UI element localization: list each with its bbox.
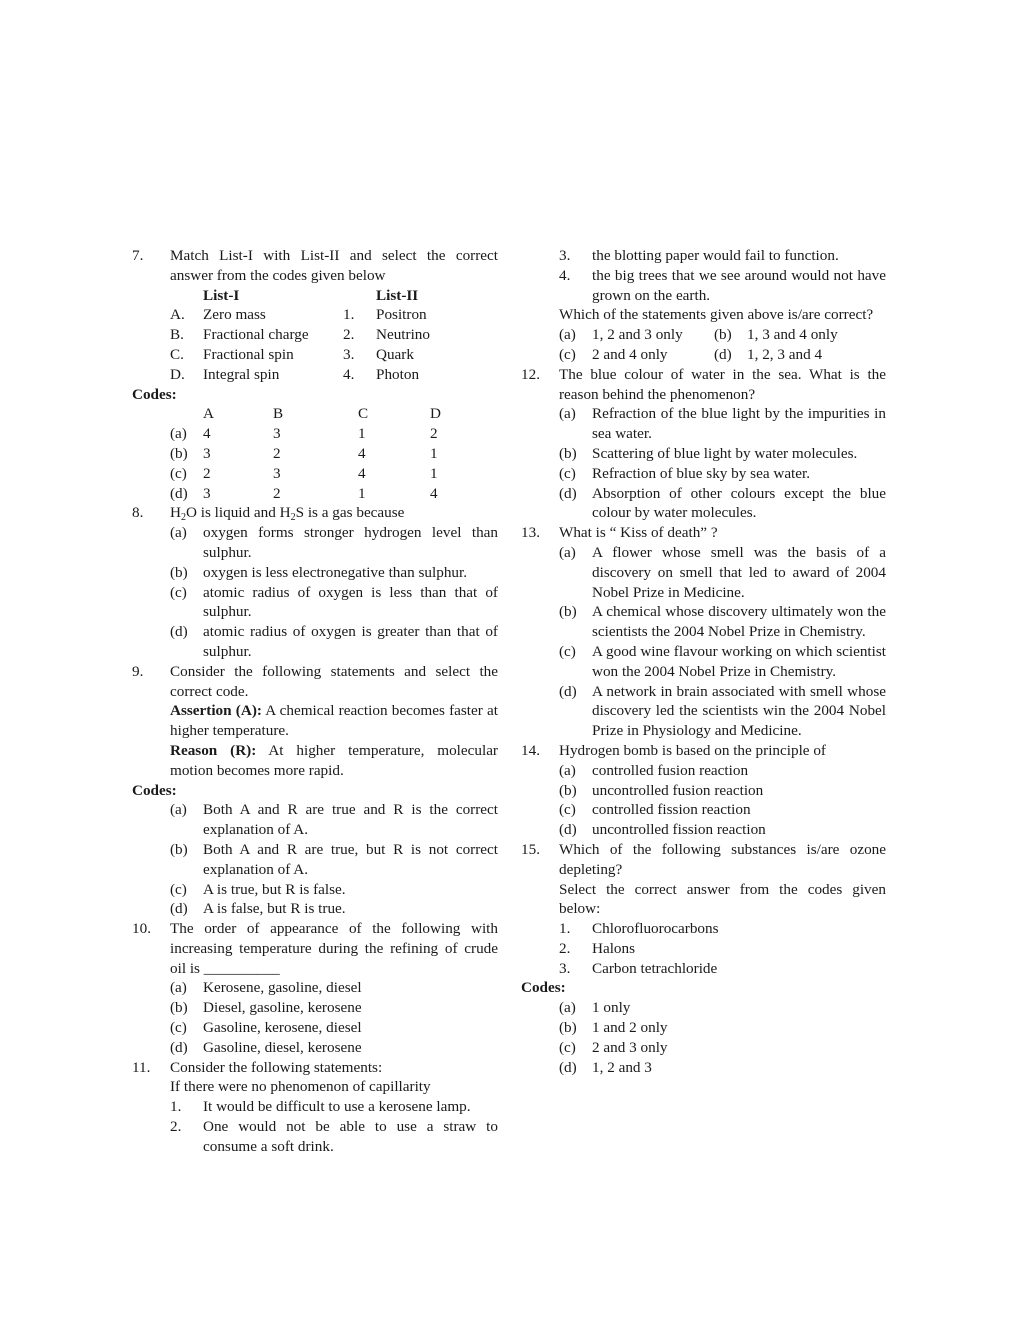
statement-text: the blotting paper would fail to function. <box>592 247 839 264</box>
assertion-label: Assertion (A): <box>170 702 262 720</box>
row-list-1: Fractional charge <box>203 326 309 344</box>
option-label: (b) <box>559 781 577 799</box>
option-label: (c) <box>170 464 187 482</box>
option <box>714 325 838 345</box>
question-number: 7. <box>132 247 144 264</box>
row-list-2: Positron <box>376 306 427 324</box>
question-number: 8. <box>132 504 144 522</box>
codes-row <box>170 424 498 444</box>
statement-number: 4. <box>559 266 571 284</box>
match-table <box>170 286 498 385</box>
reason-text: At higher temperature, molecular motion becomes more rapid. <box>170 741 498 779</box>
option-label: (a) <box>559 761 576 779</box>
question-number: 13. <box>521 524 540 542</box>
option-pair <box>559 345 886 365</box>
code-d: 2 <box>430 425 438 443</box>
row-list-1: Zero mass <box>203 306 266 324</box>
statement-text: Chlorofluorocarbons <box>592 920 719 938</box>
question-number: 12. <box>521 365 540 383</box>
code-b: 3 <box>273 425 281 443</box>
option-label: (a) <box>170 801 187 819</box>
codes-row <box>170 484 498 504</box>
question-number: 11. <box>132 1058 151 1076</box>
option-label: (a) <box>559 543 576 561</box>
row-key: B. <box>170 326 184 344</box>
statement <box>170 1097 498 1117</box>
option <box>170 840 498 880</box>
option-label: (c) <box>559 801 576 819</box>
option <box>559 820 886 840</box>
option-text: Kerosene, gasoline, diesel <box>203 979 362 997</box>
match-row <box>170 365 498 385</box>
option-text: 2 and 3 only <box>592 1038 668 1056</box>
reason <box>170 741 498 781</box>
option-text: A flower whose smell was the basis of a discovery on smell that led to award of 2004 Nobel Prize in Medicine. <box>592 543 886 601</box>
row-key: A. <box>170 306 185 324</box>
question-11-continued <box>521 246 886 365</box>
question-text: Consider the following statements and select the correct code. <box>170 662 498 700</box>
question-prompt: Which of the statements given above is/are correct? <box>559 306 874 324</box>
question-number: 15. <box>521 840 540 858</box>
option-text: A is true, but R is false. <box>203 880 346 898</box>
option-label: (c) <box>559 1038 576 1056</box>
codes-row <box>170 464 498 484</box>
statement <box>559 266 886 306</box>
code-c: 4 <box>358 444 366 462</box>
statement-number: 1. <box>559 920 571 938</box>
option-label: (b) <box>170 444 188 462</box>
question-text <box>170 504 405 524</box>
question-10 <box>132 919 498 1058</box>
option <box>170 978 498 998</box>
question-text: The order of appearance of the following with increasing temperature during the refining of crude oil is __________ <box>170 920 498 977</box>
statement-number: 3. <box>559 247 571 264</box>
statement <box>559 919 886 939</box>
option-label: (a) <box>170 524 187 542</box>
option-text: controlled fusion reaction <box>592 761 749 779</box>
option <box>714 345 822 365</box>
text-part: O is liquid and H <box>185 504 291 522</box>
option-label: (b) <box>714 326 732 344</box>
codes-label: Codes: <box>132 385 177 403</box>
match-row <box>170 345 498 365</box>
option-label: (d) <box>559 682 577 700</box>
row-key: C. <box>170 345 184 363</box>
option-text: A chemical whose discovery ultimately won the scientists the 2004 Nobel Prize in Chemistry. <box>592 603 886 641</box>
option-text: 1, 3 and 4 only <box>747 326 838 344</box>
row-list-1: Integral spin <box>203 365 280 383</box>
row-list-2: Photon <box>376 365 420 383</box>
question-7 <box>132 246 498 286</box>
right-column <box>521 246 886 1077</box>
question-number: 9. <box>132 662 144 680</box>
option <box>170 998 498 1018</box>
code-c: 4 <box>358 464 366 482</box>
option <box>559 1038 886 1058</box>
option-text: Both A and R are true and R is the correct explanation of A. <box>203 801 498 839</box>
option-text: 1, 2 and 3 <box>592 1058 652 1076</box>
option-label: (d) <box>559 821 577 839</box>
option-text: A network in brain associated with smell whose discovery led the scientists win the 2004 Nobel Prize in Physiology and Medicine. <box>592 682 886 740</box>
statement-text: One would not be able to use a straw to consume a soft drink. <box>203 1118 498 1155</box>
row-num: 4. <box>343 365 355 383</box>
option-text: 1 only <box>592 999 631 1017</box>
option <box>559 404 886 444</box>
statement-text: It would be difficult to use a kerosene lamp. <box>203 1098 471 1116</box>
option <box>170 1018 498 1038</box>
question-text: The blue colour of water in the sea. What is the reason behind the phenomenon? <box>559 365 886 403</box>
option-label: (d) <box>714 345 732 363</box>
option-label: (d) <box>559 1058 577 1076</box>
option <box>559 761 886 781</box>
option-text: Both A and R are true, but R is not correct explanation of A. <box>203 840 498 878</box>
option <box>170 563 498 583</box>
code-c: 1 <box>358 484 366 502</box>
option-label: (b) <box>559 603 577 621</box>
option <box>559 642 886 682</box>
option-label: (d) <box>170 484 188 502</box>
option <box>559 325 714 345</box>
options-list <box>559 998 886 1077</box>
option <box>170 899 498 919</box>
code-b: 2 <box>273 444 281 462</box>
match-row <box>170 305 498 325</box>
question-text: Match List-I with List-II and select the correct answer from the codes given below <box>170 247 498 284</box>
option-label: (b) <box>170 840 188 858</box>
option-text: controlled fission reaction <box>592 801 751 819</box>
option-text: uncontrolled fusion reaction <box>592 781 764 799</box>
option <box>559 781 886 801</box>
option-label: (d) <box>170 900 188 918</box>
options-list <box>170 800 498 919</box>
code-a: 4 <box>203 425 211 443</box>
codes-label: Codes: <box>521 979 566 997</box>
row-list-1: Fractional spin <box>203 345 294 363</box>
question-text: Consider the following statements: <box>170 1058 383 1076</box>
option <box>170 583 498 623</box>
option-text: Gasoline, diesel, kerosene <box>203 1038 362 1056</box>
statement-number: 2. <box>170 1118 182 1136</box>
option <box>559 682 886 741</box>
option-label: (d) <box>170 1038 188 1056</box>
option-label: (a) <box>170 425 187 443</box>
option-text: Gasoline, kerosene, diesel <box>203 1019 362 1037</box>
statement-text: Carbon tetrachloride <box>592 959 718 977</box>
code-b: 3 <box>273 464 281 482</box>
option-text: Diesel, gasoline, kerosene <box>203 999 362 1017</box>
left-column <box>132 246 498 1157</box>
option-label: (b) <box>559 1019 577 1037</box>
row-list-2: Neutrino <box>376 326 430 344</box>
option-text: Refraction of the blue light by the impurities in sea water. <box>592 405 886 443</box>
subscript: 2 <box>290 512 296 524</box>
option <box>559 602 886 642</box>
option-text: uncontrolled fission reaction <box>592 821 766 839</box>
option <box>170 800 498 840</box>
code-a: 3 <box>203 444 211 462</box>
question-text: Which of the following substances is/are ozone depleting? <box>559 840 886 878</box>
code-a: 3 <box>203 484 211 502</box>
assertion-text: A chemical reaction becomes faster at higher temperature. <box>170 702 498 740</box>
option-label: (d) <box>559 484 577 502</box>
option-text: Refraction of blue sky by sea water. <box>592 464 811 482</box>
codes-row <box>170 444 498 464</box>
option <box>170 880 498 900</box>
option-text: atomic radius of oxygen is less than that of sulphur. <box>203 583 498 621</box>
row-num: 2. <box>343 326 355 344</box>
question-text: Hydrogen bomb is based on the principle of <box>559 741 826 759</box>
statement-number: 2. <box>559 939 571 957</box>
statement-number: 1. <box>170 1098 182 1116</box>
text-part: H <box>170 504 181 522</box>
option <box>559 1058 886 1078</box>
option-label: (a) <box>559 326 576 344</box>
option-label: (b) <box>170 999 188 1017</box>
subscript: 2 <box>180 512 186 524</box>
col-c-head: C <box>358 405 369 423</box>
question-subtext: Select the correct answer from the codes given below: <box>559 880 886 918</box>
statement <box>559 246 886 266</box>
option-label: (c) <box>170 880 187 898</box>
option <box>170 622 498 662</box>
option <box>559 444 886 464</box>
code-a: 2 <box>203 464 211 482</box>
reason-label: Reason (R): <box>170 741 257 759</box>
option <box>170 523 498 563</box>
option-pair <box>559 325 886 345</box>
row-num: 1. <box>343 306 355 324</box>
option-label: (a) <box>559 405 576 423</box>
option-label: (a) <box>170 979 187 997</box>
code-d: 1 <box>430 444 438 462</box>
text-part: S is a gas because <box>295 504 405 522</box>
option <box>559 1018 886 1038</box>
question-number: 14. <box>521 741 540 759</box>
code-c: 1 <box>358 425 366 443</box>
statement <box>559 959 886 979</box>
list-1-heading: List-I <box>203 286 240 304</box>
option <box>559 464 886 484</box>
question-15 <box>521 840 886 979</box>
question-12 <box>521 365 886 523</box>
row-key: D. <box>170 365 185 383</box>
question-8 <box>132 503 498 661</box>
statement <box>559 939 886 959</box>
statement-text: Halons <box>592 939 636 957</box>
option-text: atomic radius of oxygen is greater than that of sulphur. <box>203 623 498 660</box>
option-label: (d) <box>170 623 188 641</box>
col-b-head: B <box>273 405 284 423</box>
code-d: 4 <box>430 484 438 502</box>
assertion <box>170 701 498 741</box>
option-label: (b) <box>170 563 188 581</box>
option-text: oxygen is less electronegative than sulphur. <box>203 563 468 581</box>
question-9 <box>132 662 498 781</box>
col-a-head: A <box>203 405 214 423</box>
option-label: (c) <box>559 345 576 363</box>
option-label: (b) <box>559 444 577 462</box>
option <box>559 345 714 365</box>
code-b: 2 <box>273 484 281 502</box>
option <box>559 484 886 524</box>
statement <box>170 1117 498 1157</box>
statement-number: 3. <box>559 959 571 977</box>
option <box>559 998 886 1018</box>
option-label: (a) <box>559 999 576 1017</box>
code-d: 1 <box>430 464 438 482</box>
option-label: (c) <box>170 1019 187 1037</box>
option-label: (c) <box>559 642 576 660</box>
codes-header <box>170 404 498 424</box>
row-num: 3. <box>343 345 355 363</box>
option <box>559 543 886 602</box>
option-text: 1, 2, 3 and 4 <box>747 345 823 363</box>
match-row <box>170 325 498 345</box>
question-number: 10. <box>132 920 151 938</box>
option <box>559 800 886 820</box>
option-label: (c) <box>559 464 576 482</box>
statement-text: the big trees that we see around would not have grown on the earth. <box>592 266 886 304</box>
question-13 <box>521 523 886 741</box>
option-text: 1 and 2 only <box>592 1019 668 1037</box>
option-text: A good wine flavour working on which scientist won the 2004 Nobel Prize in Chemistry. <box>592 642 886 680</box>
option-text: A is false, but R is true. <box>203 900 346 918</box>
codes-table <box>170 404 498 503</box>
question-subtext: If there were no phenomenon of capillarity <box>170 1078 431 1096</box>
option-text: Scattering of blue light by water molecules. <box>592 444 858 462</box>
option <box>170 1038 498 1058</box>
question-11 <box>132 1058 498 1157</box>
question-text: What is “ Kiss of death” ? <box>559 524 718 542</box>
option-text: 1, 2 and 3 only <box>592 326 683 344</box>
row-list-2: Quark <box>376 345 414 363</box>
question-14 <box>521 741 886 840</box>
col-d-head: D <box>430 405 441 423</box>
codes-label: Codes: <box>132 781 177 799</box>
option-text: 2 and 4 only <box>592 345 668 363</box>
option-label: (c) <box>170 583 187 601</box>
list-2-heading: List-II <box>376 286 419 304</box>
option-text: Absorption of other colours except the blue colour by water molecules. <box>592 484 886 522</box>
option-text: oxygen forms stronger hydrogen level than sulphur. <box>203 524 498 561</box>
match-table-header <box>170 286 498 306</box>
